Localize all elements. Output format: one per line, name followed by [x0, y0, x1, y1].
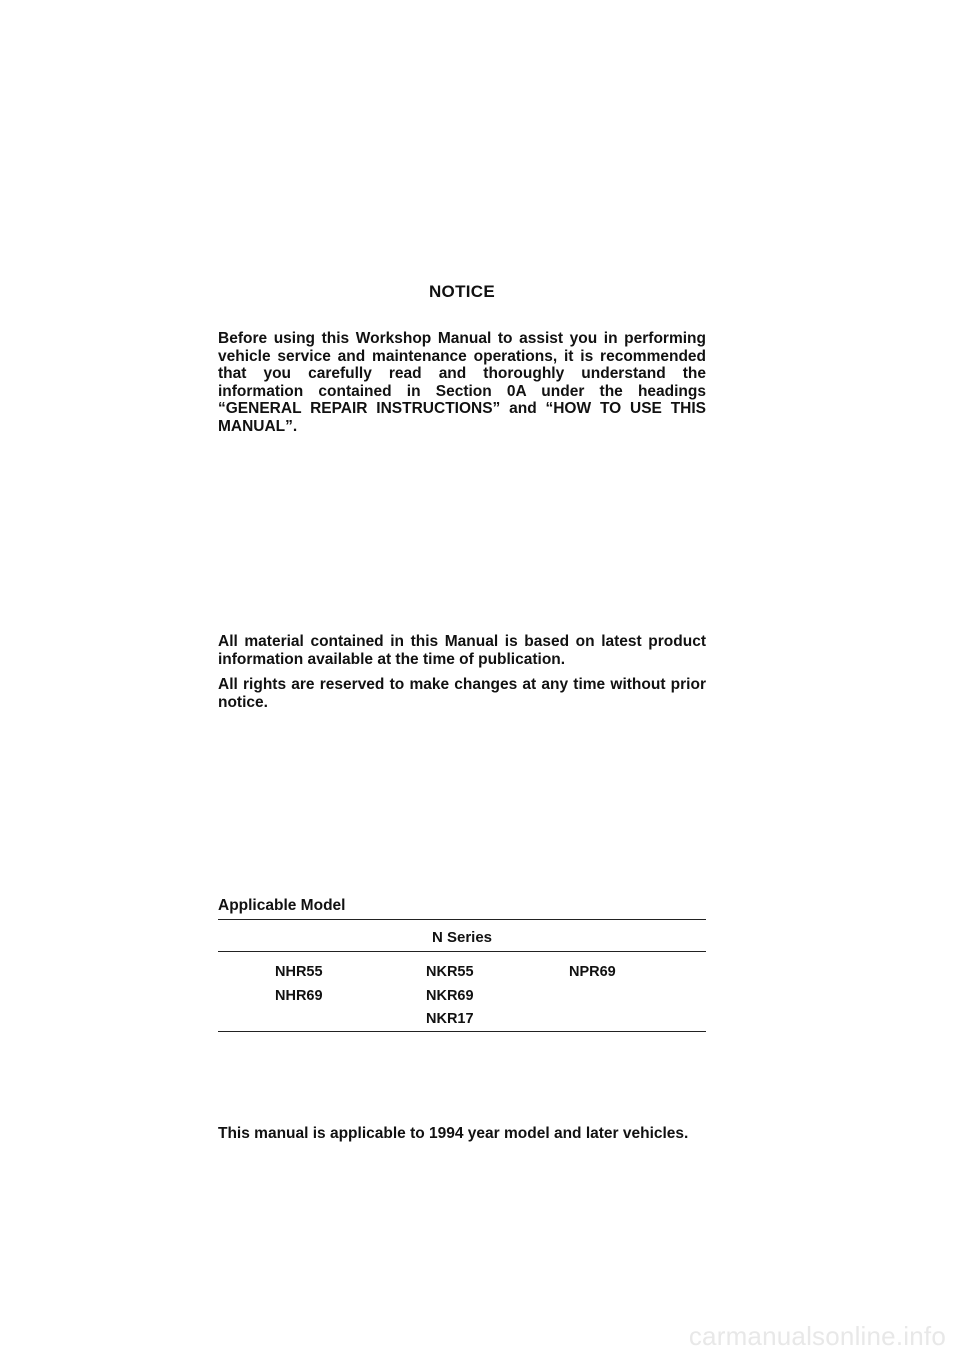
notice-title: NOTICE: [428, 282, 496, 301]
model-item: NKR55: [426, 964, 474, 980]
model-column-1: [275, 961, 323, 1008]
table-bottom-rule: [218, 1031, 706, 1032]
rights-paragraph-1: All material contained in this Manual is based on latest product information available at the time of publication.: [218, 633, 706, 668]
notice-body: Before using this Workshop Manual to assist you in performing vehicle service and maintenance operations, it is recommended that you carefully read and thoroughly understand the information contained in Section 0A under the headings “GENERAL REPAIR INSTRUCTIONS” and “HOW TO USE THIS MANUAL”.: [218, 330, 706, 435]
model-item: NHR69: [275, 987, 323, 1004]
watermark: carmanualsonline.info: [688, 1321, 946, 1351]
model-item: NHR55: [275, 964, 323, 980]
series-rule: [218, 951, 706, 952]
applicable-model-label: Applicable Model: [218, 897, 346, 914]
rights-paragraph-2: All rights are reserved to make changes at any time without prior notice.: [218, 676, 706, 711]
model-item: NKR69: [426, 987, 474, 1004]
model-item: NKR17: [426, 1011, 474, 1027]
footer-note: This manual is applicable to 1994 year model and later vehicles.: [218, 1125, 689, 1142]
series-title: N Series: [431, 929, 493, 946]
model-column-2: [426, 961, 474, 1032]
model-column-3: [569, 961, 616, 985]
table-top-rule: [218, 919, 706, 920]
model-item: NPR69: [569, 964, 616, 980]
rights-section: [218, 633, 706, 719]
